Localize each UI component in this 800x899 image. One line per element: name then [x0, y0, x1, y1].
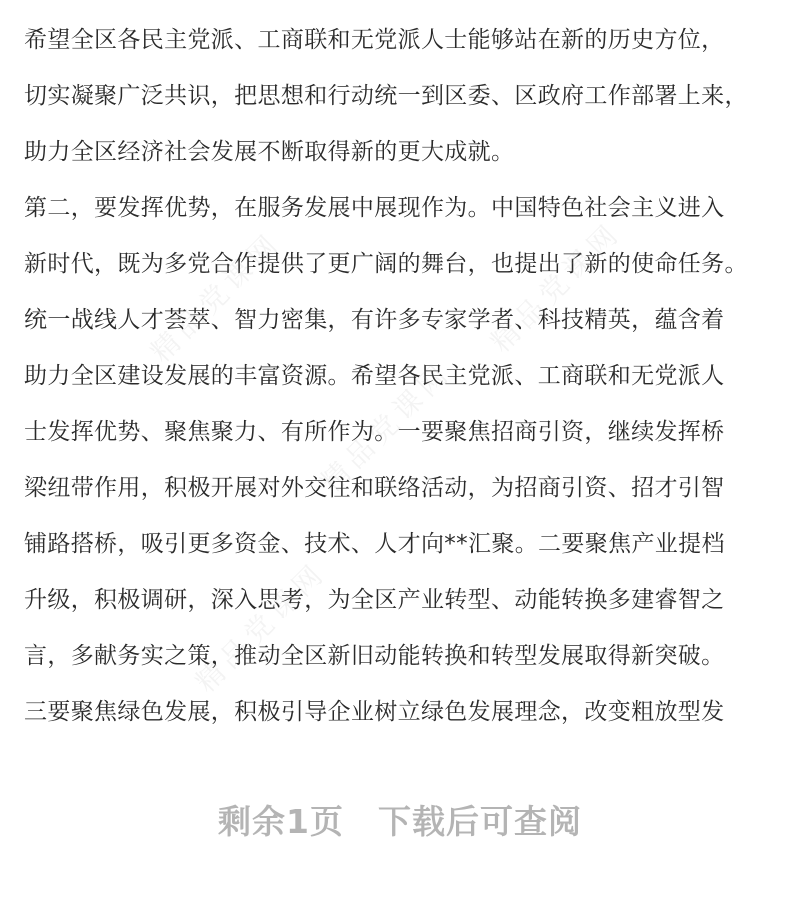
- text-line: 言，多献务实之策，推动全区新旧动能转换和转型发展取得新突破。: [24, 643, 725, 669]
- watermark: 精品党课网: [484, 215, 628, 359]
- text-line: 助力全区经济社会发展不断取得新的更大成就。: [24, 139, 515, 165]
- remaining-pages-label: 剩余1页: [218, 802, 344, 841]
- text-line: 升级，积极调研，深入思考，为全区产业转型、动能转换多建睿智之: [24, 587, 725, 613]
- text-line: 第二，要发挥优势，在服务发展中展现作为。中国特色社会主义进入: [24, 195, 725, 221]
- download-to-view-label[interactable]: 下载后可查阅: [377, 802, 582, 841]
- text-line: 统一战线人才荟萃、智力密集，有许多专家学者、科技精英，蕴含着: [24, 307, 725, 333]
- watermark: 精品党课网: [314, 355, 458, 499]
- text-line: 切实凝聚广泛共识，把思想和行动统一到区委、区政府工作部署上来，: [24, 83, 748, 109]
- text-line: 梁纽带作用，积极开展对外交往和联络活动，为招商引资、招才引智: [24, 475, 725, 501]
- text-line: 铺路搭桥，吸引更多资金、技术、人才向**汇聚。二要聚焦产业提档: [24, 531, 725, 557]
- download-prompt[interactable]: [0, 800, 800, 844]
- text-line: 助力全区建设发展的丰富资源。希望各民主党派、工商联和无党派人: [24, 363, 725, 389]
- watermark: 精品党课网: [189, 555, 333, 699]
- text-line: 新时代，既为多党合作提供了更广阔的舞台，也提出了新的使命任务。: [24, 251, 748, 277]
- text-line: 三要聚焦绿色发展，积极引导企业树立绿色发展理念，改变粗放型发: [24, 699, 725, 725]
- watermark: 精品党课网: [144, 225, 288, 369]
- text-line: 希望全区各民主党派、工商联和无党派人士能够站在新的历史方位，: [24, 27, 725, 53]
- text-line: 士发挥优势、聚焦聚力、有所作为。一要聚焦招商引资，继续发挥桥: [24, 419, 725, 445]
